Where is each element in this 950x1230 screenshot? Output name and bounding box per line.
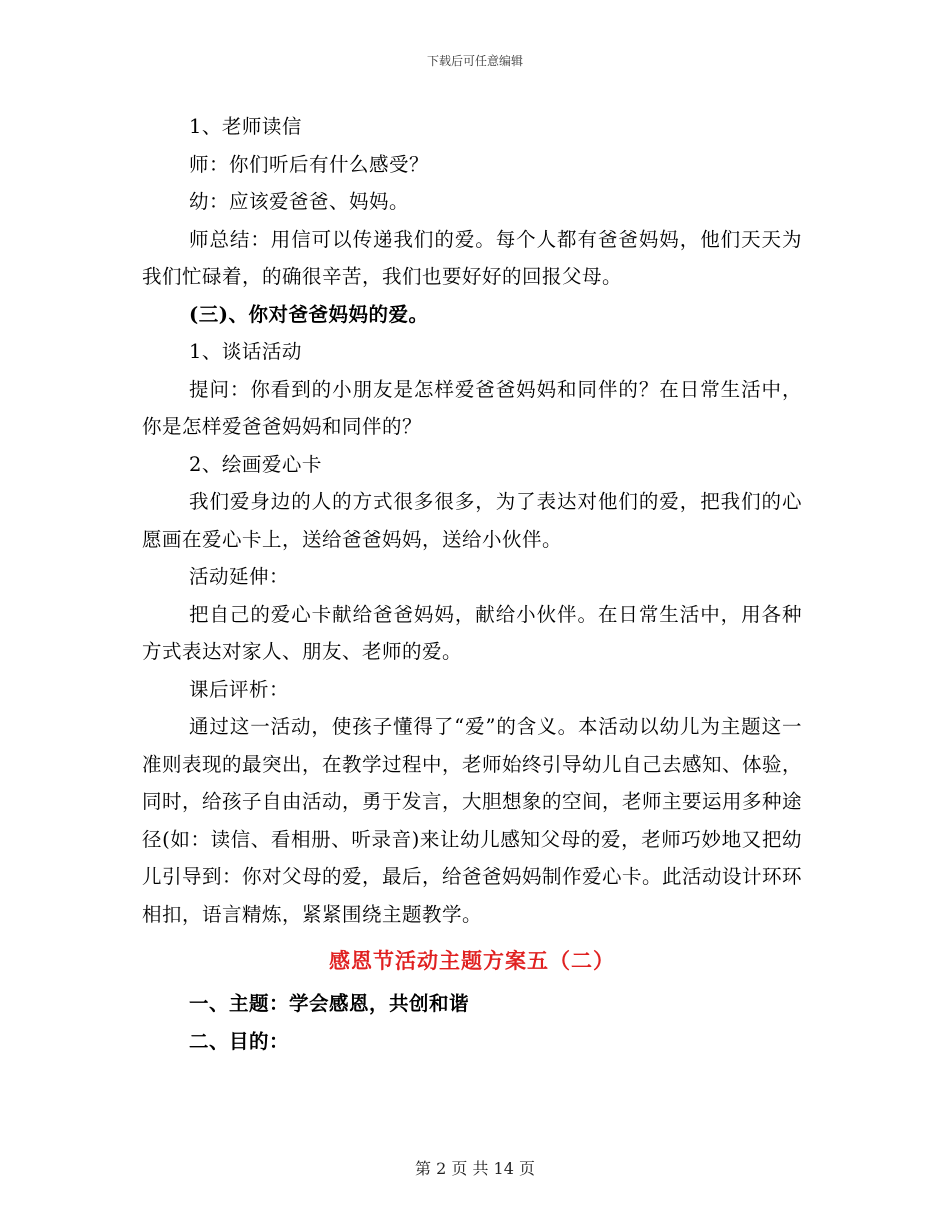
paragraph-talk-activity: 1、谈话活动 (189, 340, 302, 363)
paragraph-teacher-question: 师：你们听后有什么感受？ (189, 152, 430, 176)
paragraph-review: 通过这一活动，使孩子懂得了“爱”的含义。本活动以幼儿为主题这一准则表现的最突出，在教学过程中，老师始终引导幼儿自己去感知、体验，同时，给孩子自由活动，勇于发言，大胆想象的空间，老师主要运用多种途径(如：读信、看相册、听录音)来让幼儿感知父母的爱，老师巧妙地又把幼儿引导到：你对父母的爱，最后，给爸爸妈妈制作爱心卡。此活动设计环环相扣，语言精炼，紧紧围绕主题教学。 (142, 715, 803, 926)
paragraph-review-label: 课后评析： (189, 677, 290, 701)
paragraph-love-ways: 我们爱身边的人的方式很多很多，为了表达对他们的爱，把我们的心愿画在爱心卡上，送给爸爸妈妈，送给小伙伴。 (142, 490, 802, 551)
paragraph-child-answer: 幼：应该爱爸爸、妈妈。 (189, 190, 410, 213)
paragraph-teacher-reads-letter: 1、老师读信 (189, 115, 302, 138)
document-body (142, 108, 802, 1060)
subsection-heading-love: (三)、你对爸爸妈妈的爱。 (189, 302, 429, 326)
paragraph-activity-extension-label: 活动延伸： (189, 565, 290, 588)
paragraph-activity-extension: 把自己的爱心卡献给爸爸妈妈，献给小伙伴。在日常生活中，用各种方式表达对家人、朋友、老师的爱。 (142, 602, 802, 663)
item-purpose: 二、目的： (189, 1029, 290, 1053)
paragraph-teacher-summary: 师总结：用信可以传递我们的爱。每个人都有爸爸妈妈，他们天天为我们忙碌着，的确很辛苦，我们也要好好的回报父母。 (142, 227, 802, 288)
item-theme: 一、主题：学会感恩，共创和谐 (189, 992, 470, 1015)
paragraph-draw-love-card: 2、绘画爱心卡 (189, 452, 322, 476)
page-header: 下载后可任意编辑 (426, 54, 523, 68)
page-footer: 第 2 页 共 14 页 (415, 1159, 535, 1178)
paragraph-question: 提问：你看到的小朋友是怎样爱爸爸妈妈和同伴的？在日常生活中，你是怎样爱爸爸妈妈和同伴的？ (142, 377, 802, 438)
section-title: 感恩节活动主题方案五（二） (329, 948, 615, 973)
